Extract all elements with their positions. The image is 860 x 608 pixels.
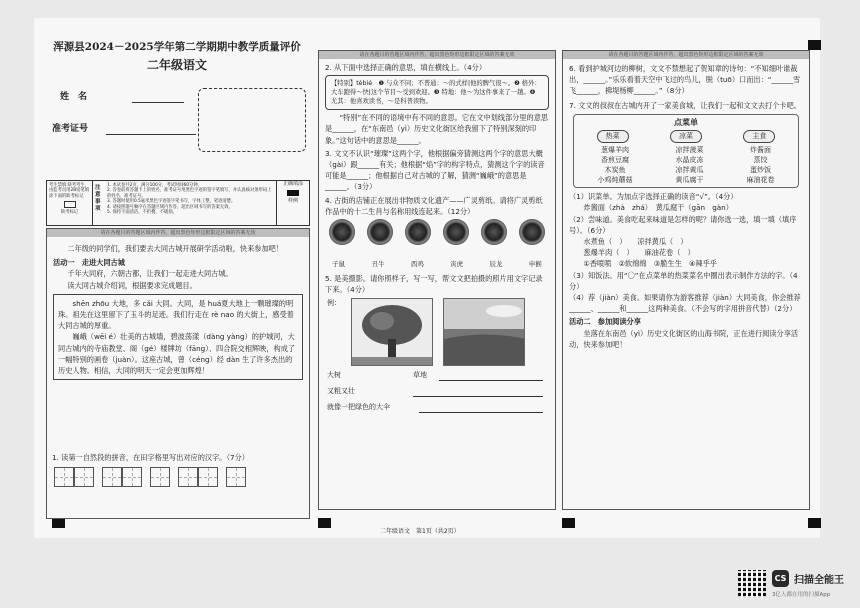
papercut-image xyxy=(405,219,431,245)
question-5: 5. 是美摄影。请你照样子，写一写，帮文文把拍摄的照片用文字记录下来。（4分） xyxy=(325,274,543,295)
absent-box xyxy=(47,181,93,225)
sub-question-4: （4）荐（jiàn）美食。如果请你为游客推荐（jiàn）大同美食，你会推荐______、______和______这两种美食。（不会写的字用拼音代替）（2分） xyxy=(569,293,801,314)
papercut-image xyxy=(367,219,393,245)
papercut-image xyxy=(329,219,355,245)
tianzige-cell[interactable] xyxy=(74,467,94,487)
tianzige-cell[interactable] xyxy=(226,467,246,487)
id-line[interactable] xyxy=(106,134,196,135)
papercut-row xyxy=(319,217,555,247)
answer-band: 请在各题目的答题区域内作答，超出黑色矩形边框限定区域的答案无效 xyxy=(319,51,555,59)
example-word-3: 又粗又壮 xyxy=(327,386,355,395)
menu-item[interactable]: 炸酱面 xyxy=(750,146,771,155)
para-2: 读大同古城介绍词，根据要求完成题目。 xyxy=(67,280,197,290)
qr-code xyxy=(738,570,766,598)
menu-item[interactable]: 木炭鱼 xyxy=(604,166,626,175)
menu-tag-cold: 凉菜 xyxy=(670,130,702,143)
para-1: 千年大同府，六朝古都，让我们一起走进大同古城。 xyxy=(67,269,233,279)
menu-item[interactable]: 葱爆羊肉 xyxy=(601,146,629,155)
barcode-area xyxy=(198,88,306,152)
q1-area xyxy=(46,452,308,491)
zodiac-label[interactable]: 子鼠 xyxy=(332,260,346,269)
scanner-app-name: 扫描全能王 xyxy=(794,575,844,586)
activity-1-title: 活动一 走进大同古城 xyxy=(53,258,125,268)
passage-text: shēn zhōu 大地，多 cǎi 大同。大同，是 huá夏大地上一颗璀璨的明珠。祖先在这里留下了玉斗的足迹。我们行走在 rè nao 的大街上，感受着大同古城的厚重。 xyxy=(58,298,294,331)
zodiac-label[interactable]: 寅虎 xyxy=(450,260,464,269)
papercut-image xyxy=(443,219,469,245)
passage-box xyxy=(53,294,303,380)
definition-box: 【特别】tèbié ❶ 与众不同；不普通：～的式样|他的脾气很～。❷ 格外：大车跑得～快|这个节目～受到欢迎。❸ 特地：他～为这件事来了一趟。❹ 尤其：他喜欢读书，～是科普读物。 xyxy=(325,75,549,110)
notice-line: 5. 保持卡面清洁，不折叠，不破损。 xyxy=(107,210,177,216)
answer-band: 请在各题目的答题区域内作答，超出黑色矩形边框限定区域的答案无效 xyxy=(563,51,809,59)
absent-mark-box[interactable] xyxy=(64,201,76,208)
column-2 xyxy=(318,50,556,510)
notice-box xyxy=(46,180,310,226)
menu-columns xyxy=(576,145,796,185)
tianzige-cell[interactable] xyxy=(102,467,122,487)
tree-photo xyxy=(351,298,433,366)
sub-question-2a: 水煮鱼（ ） 凉拌黄瓜（ ） xyxy=(583,237,688,247)
papercut-image xyxy=(519,219,545,245)
sub-question-3: （3）知饭法。用“〇”在点菜单的热菜菜名中圈出表示制作方法的字。（4分） xyxy=(569,270,798,291)
tianzige-cell[interactable] xyxy=(122,467,142,487)
absent-mark-label: 缺考标记 xyxy=(60,210,79,216)
id-label: 准考证号 xyxy=(52,124,89,134)
notice-line: 2. 答卷前将答题卡上的姓名、准考证号用黑色字迹的签字笔填写，并认真核对条形码上的姓名、准考证号。 xyxy=(107,188,272,199)
activity-2-title: 活动二 参加阅读分享 xyxy=(569,317,641,327)
column-1 xyxy=(46,30,308,517)
zodiac-label[interactable]: 丑牛 xyxy=(371,260,385,269)
sub-question-2c: ①香喷喷 ②软绵绵 ③脆生生 ④辣乎乎 xyxy=(583,259,717,269)
example-label: 例： xyxy=(327,298,341,307)
tianzige-cell[interactable] xyxy=(198,467,218,487)
question-6: 6. 看到护城河边的柳树，文文不禁想起了贺知章的诗句：“不知细叶谁裁出，______。”乐乐看着天空中飞过的鸟儿，脱（tuō）口而出：“______雪飞______，拂堤杨柳______。”（8分） xyxy=(569,64,801,96)
menu-title: 点菜单 xyxy=(674,117,698,127)
registration-mark xyxy=(562,518,575,528)
answer-band: 请在各题目的答题区域内作答，超出黑色矩形边框限定区域的答案无效 xyxy=(47,229,309,237)
zodiac-label[interactable]: 辰龙 xyxy=(489,260,503,269)
question-1: 1. 读第一自然段的拼音，在田字格里写出对应的汉字。（7分） xyxy=(52,453,249,462)
notice-line: 1. 本试卷共2页，满分100分，考试时间60分钟。 xyxy=(107,183,202,188)
menu-item[interactable]: 蛋炒饭 xyxy=(750,166,771,175)
sample-fill xyxy=(287,190,299,196)
menu-item[interactable]: 蒸饺 xyxy=(753,156,768,165)
answer-line[interactable] xyxy=(413,396,543,397)
example-word-2: 草地 xyxy=(413,370,427,379)
menu-column-staple xyxy=(747,145,775,185)
menu-column-hot xyxy=(598,145,633,185)
exam-subtitle: 二年级语文 xyxy=(146,58,207,73)
notice-lines xyxy=(107,183,273,215)
zodiac-label[interactable]: 申猴 xyxy=(528,260,542,269)
menu-item[interactable]: 凉拌黄瓜 xyxy=(675,166,704,175)
column-3 xyxy=(562,50,810,510)
page-footer: 二年级语文 第1页（共2页） xyxy=(380,528,460,535)
sample-label: 样例 xyxy=(287,198,298,204)
question-4: 4. 古街的店铺正在展出非物质文化遗产——广灵剪纸。请将广灵剪纸作品中的十二生肖与名称用线连起来。（12分） xyxy=(325,195,543,216)
menu-item[interactable]: 黄瓜腐干 xyxy=(675,176,704,185)
menu-item[interactable]: 香煎豆腐 xyxy=(601,156,629,165)
menu-tag-staple: 主食 xyxy=(743,130,775,143)
menu-item[interactable]: 小鸡炖蘑菇 xyxy=(597,176,633,185)
name-label: 姓 名 xyxy=(60,92,88,102)
grass-photo xyxy=(443,298,525,366)
notice-line: 4. 请按照题号顺序在答题区域内作答，超出区域书写的答案无效。 xyxy=(107,204,233,210)
sub-question-2: （2）尝味道。美食吃起来味道是怎样的呢？请你选一选，填一填（填序号）。（6分） xyxy=(569,214,797,235)
zodiac-label[interactable]: 酉鸡 xyxy=(410,260,424,269)
answer-line[interactable] xyxy=(439,380,543,381)
example-answers xyxy=(319,368,555,414)
tianzige-cell[interactable] xyxy=(178,467,198,487)
menu-tags xyxy=(576,130,796,143)
sample-box xyxy=(276,181,309,225)
menu-card xyxy=(573,114,799,188)
correct-label: 正确填涂 xyxy=(282,181,303,187)
question-7: 7. 文文的叔叔在古城内开了一家美食城，让我们一起和文文去打个卡吧。 xyxy=(569,100,801,110)
menu-item[interactable]: 水晶皮冻 xyxy=(675,156,704,165)
scanner-logo: CS xyxy=(772,570,789,587)
notice-title: 注意事项 xyxy=(95,185,101,212)
menu-item[interactable]: 凉拌菠菜 xyxy=(675,146,704,155)
registration-mark xyxy=(318,518,331,528)
intro-text: 二年级的同学们，我们要去大同古城开展研学活动啦，快来参加吧！ xyxy=(67,244,284,253)
scanner-tagline: 3亿人都在用的扫描App xyxy=(772,592,831,598)
tree-illustration xyxy=(352,299,432,365)
photo-row xyxy=(319,296,555,368)
registration-mark xyxy=(52,518,65,528)
sub-question-1: （1）识菜单。为加点字选择正确的读音“√”。（4分） xyxy=(569,192,738,202)
zodiac-labels xyxy=(319,259,555,270)
absent-notice: 考生禁填 缺考考生，由监考员用2B铅笔填涂下面的缺考标记 xyxy=(49,183,90,199)
passage-text-2: 巍峨（wēi é）壮美的古城墙，碧波荡漾（dàng yàng）的护城河，大同古城内的寺庙教堂、阁（gé）楼牌坊（fāng）、四合院交相辉映，构成了一幅特别的画卷（juàn）。这座古城，曾（céng）经 dàn 生了许多杰出的历史人物。相信，大同的明天一定会更加辉煌！ xyxy=(58,332,296,376)
registration-mark xyxy=(808,40,821,50)
exam-title: 浑源县2024－2025学年第二学期期中教学质量评价 xyxy=(53,41,301,53)
grass-illustration xyxy=(444,299,525,365)
sub-question-2b: 葱爆羊肉（ ） 麻油花卷（ ） xyxy=(583,248,695,258)
menu-item[interactable]: 麻油花卷 xyxy=(746,176,775,185)
menu-column-cold xyxy=(676,145,704,185)
activity-2-text: 坐落在东南邑（yì）历史文化街区的山海书院，正在进行阅读分享活动，快来参加吧！ xyxy=(569,328,799,349)
question-3: 3. 文文不认识“璀璨”这两个字，他根据偏旁猜测这两个字的意思大概（gài）跟______有关；他根据“焰”字的构字特点，猜测这个字的读音可能是______；他根据自己对古城的了解，猜测“巍峨”的意思是______。（3分） xyxy=(325,148,545,192)
question-2b: “特别”在不同的语境中有不同的意思。它在文中划线部分里的意思是______，在“东南邑（yì）历史文化街区给我留下了特别深刻的印象。”这句话中的意思是______。 xyxy=(325,113,549,145)
tianzige-grid xyxy=(46,463,308,491)
answer-line[interactable] xyxy=(419,412,543,413)
tianzige-cell[interactable] xyxy=(54,467,74,487)
example-word-1: 大树 xyxy=(327,370,341,379)
question-2: 2. 从下面中选择正确的意思，填在横线上。（4分） xyxy=(325,63,487,72)
tianzige-cell[interactable] xyxy=(150,467,170,487)
menu-tag-hot: 热菜 xyxy=(597,130,629,143)
papercut-image xyxy=(481,219,507,245)
registration-mark xyxy=(808,518,821,528)
notice-line: 3. 答题时使用0.5毫米黑色字迹签字笔书写，字体工整，笔迹清楚。 xyxy=(107,199,236,205)
name-line[interactable] xyxy=(132,102,184,103)
example-word-4: 就像一把绿色的大伞 xyxy=(327,402,390,411)
sub-question-1b: 炸酱面（zhà zhá） 黄瓜腐干（gān gàn） xyxy=(583,203,733,213)
